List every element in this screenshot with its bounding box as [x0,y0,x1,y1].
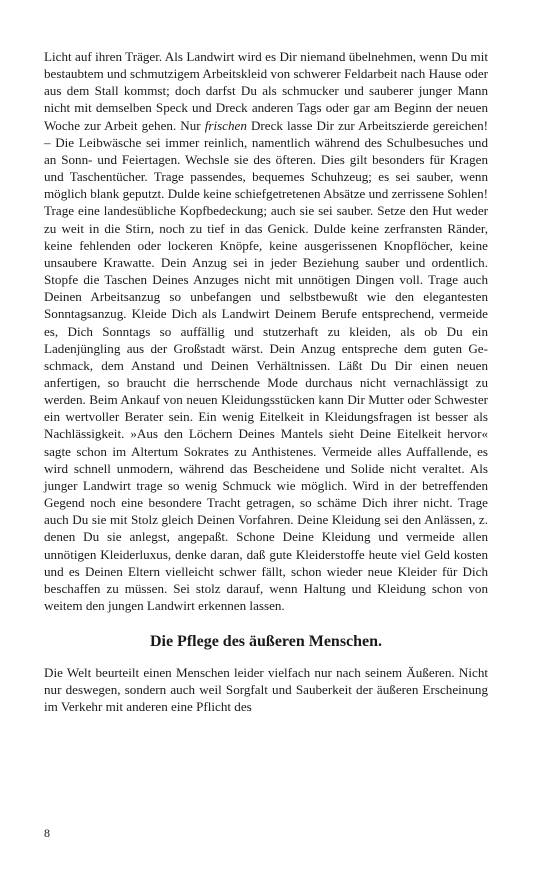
body-paragraph-clothing [44,48,488,614]
paragraph-text-part-a: Licht auf ihren Träger. Als Landwirt wird es Dir niemand übelnehmen, wenn Du mit bestaubtem und schmutzigem Arbeitskleid von schwerer Feldarbeit nach Hause oder aus dem Stall kommst; doch darfst Du als schmucker und sauberer junger Mann nicht mit demselben Speck und Dreck anderen Tags oder gar am Beginn der neuen Woche zur Arbeit gehen. Nur [44,49,488,133]
body-paragraph-appearance: Die Welt beurteilt einen Menschen leider vielfach nur nach seinem Äußeren. Nicht nur deswegen, sondern auch weil Sorgfalt und Sauberkeit der äußeren Erscheinung im Verkehr mit anderen eine Pflicht des [44,665,488,715]
paragraph-text-part-b: Dreck lasse Dir zur Arbeitszierde gereichen! – Die Leibwäsche sei immer reinlich, namentlich während des Schulbesuches und an Sonn- und Feiertagen. Wechsle sie des öfteren. Dies gilt besonders für Kragen und Taschentücher. Trage passendes, bequemes Schuhzeug; es sei sauber, wenn möglich blank geputzt. Dulde keine schiefgetretenen Absätze und zerrissene Sohlen! Trage eine landesübliche Kopfbedeckung; auch sie sei sauber. Setze den Hut weder zu weit in die Stirn, noch zu tief in das Genick. Dulde keine zerfransten Ränder, keine fehlenden oder lockeren Knöpfe, keine ausgerissenen Knopflöcher, keine unsaubere Krawatte. Dein Anzug sei in jeder Beziehung sauber und ordentlich. Stopfe die Taschen Deines Anzuges nicht mit unnötigen Dingen voll. Trage auch Deinen Arbeitsanzug so unbefangen und selbstbewußt wie den elegantesten Sonntagsanzug. Kleide Dich als Landwirt Deinem Berufe entsprechend, vermeide es, Dich Sonntags so auffällig und stutzerhaft zu kleiden, als ob Du ein Ladenjüngling aus der Großstadt wärst. Dein Anzug entspreche dem guten Geschmack, dem Anstand und Deinen Verhältnissen. Läßt Du Dir einen neuen anfertigen, so braucht die herrschende Mode durchaus nicht vernachlässigt zu werden. Beim Ankauf von neuen Kleidungsstücken kann Dir Mutter oder Schwester ein wertvoller Berater sein. Ein wenig Eitelkeit in Kleidungsfragen ist besser als Nachlässigkeit. »Aus den Löchern Deines Mantels sieht Deine Eitelkeit hervor« sagte schon im Altertum Sokrates zu Anthistenes. Vermeide alles Auffallende, es wird schnell unmodern, während das Bescheidene und Solide nicht veraltet. Als junger Landwirt trage so wenig Schmuck wie möglich. Wird in der betreffenden Gegend noch eine besondere Tracht getragen, so schäme Dich ihrer nicht. Trage auch Du sie mit Stolz gleich Deinen Vorfahren. Deine Kleidung sei den Anlässen, z. denen Du sie anlegst, angepaßt. Schone Deine Kleidung und vermeide allen unnötigen Kleiderluxus, denke daran, daß gute Kleiderstoffe heute viel Geld kosten und es Deinen Eltern vielleicht schwer fällt, schon wieder neue Kleider für Dich beschaffen zu müssen. Sei stolz darauf, wenn Haltung und Kleidung schon von weitem den jungen Landwirt erkennen lassen. [44,117,488,613]
section-heading: Die Pflege des äußeren Menschen. [149,633,383,651]
emphasis-word: frischen [204,117,247,133]
page-body [44,48,488,716]
page-number: 8 [44,826,50,840]
